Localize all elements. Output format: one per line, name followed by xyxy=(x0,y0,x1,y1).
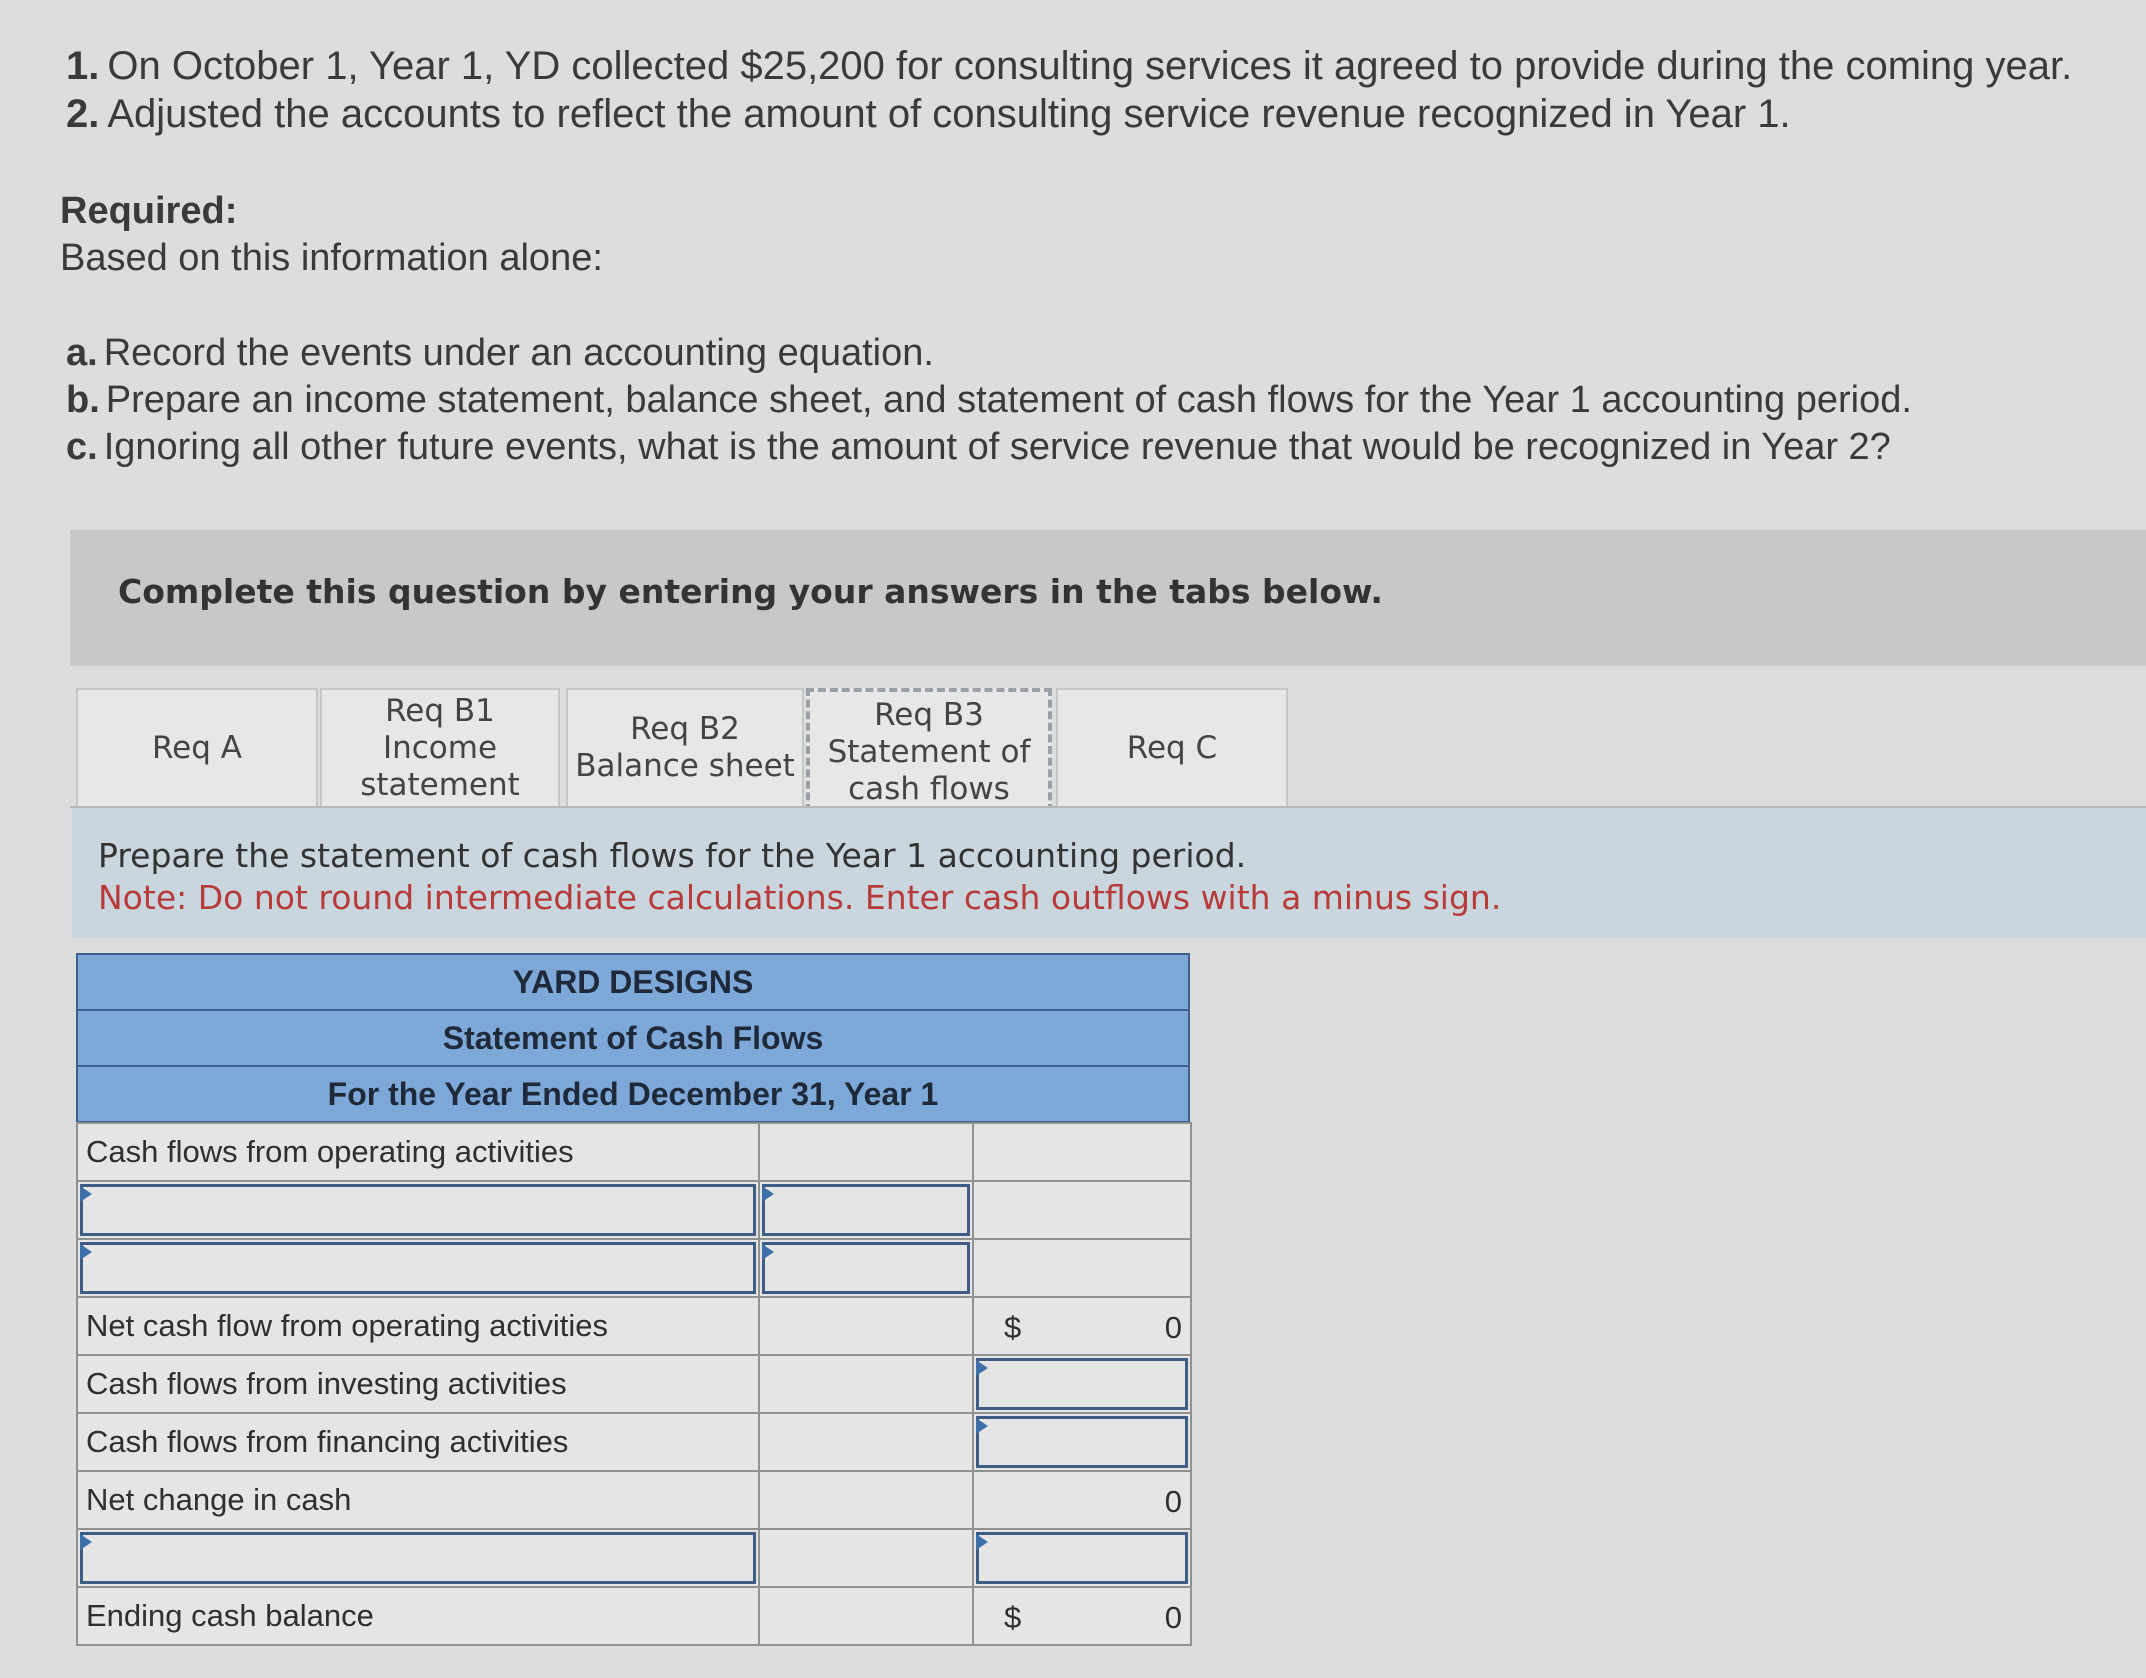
table-row xyxy=(77,1529,1191,1587)
empty-cell xyxy=(759,1529,973,1587)
required-heading: Required: xyxy=(60,190,238,232)
table-row xyxy=(77,1413,1191,1471)
net-operating-amount xyxy=(973,1297,1191,1355)
input-box[interactable] xyxy=(976,1416,1188,1468)
input-box[interactable] xyxy=(80,1184,756,1236)
currency-symbol: $ xyxy=(1004,1600,1022,1635)
instruction-panel xyxy=(72,808,2146,938)
input-box[interactable] xyxy=(80,1532,756,1584)
instruction-text: Prepare the statement of cash flows for the Year 1 accounting period. xyxy=(98,836,1247,875)
tab-req-a[interactable]: Req A xyxy=(76,688,318,808)
dropdown-marker-icon xyxy=(976,1418,988,1434)
requirement-letter: c. xyxy=(66,426,98,468)
amount-value: 0 xyxy=(1164,1310,1182,1345)
dropdown-marker-icon xyxy=(80,1534,92,1550)
statement-company: YARD DESIGNS xyxy=(76,953,1190,1011)
event-item-2 xyxy=(66,90,2072,138)
requirement-list xyxy=(66,330,1912,471)
table-row xyxy=(77,1239,1191,1297)
operating-item-2-amount-input[interactable] xyxy=(759,1239,973,1297)
amount-value: 0 xyxy=(1164,1600,1182,1635)
statement-title: Statement of Cash Flows xyxy=(76,1009,1190,1067)
operating-heading: Cash flows from operating activities xyxy=(77,1123,759,1181)
instruction-note: Note: Do not round intermediate calculations. Enter cash outflows with a minus sign. xyxy=(98,878,1502,917)
requirement-text: Record the events under an accounting equation. xyxy=(103,332,934,374)
dropdown-marker-icon xyxy=(762,1186,774,1202)
requirement-letter: a. xyxy=(66,332,98,374)
table-row xyxy=(77,1297,1191,1355)
beginning-cash-amount-input[interactable] xyxy=(973,1529,1191,1587)
financing-label: Cash flows from financing activities xyxy=(77,1413,759,1471)
tab-req-b3[interactable]: Req B3 Statement of cash flows xyxy=(806,688,1052,812)
table-row xyxy=(77,1355,1191,1413)
event-list xyxy=(66,42,2072,138)
instruction-banner xyxy=(70,530,2146,666)
cash-flow-statement xyxy=(76,955,1190,1646)
tab-req-b2[interactable]: Req B2 Balance sheet xyxy=(566,688,804,808)
input-box[interactable] xyxy=(976,1532,1188,1584)
input-box[interactable] xyxy=(976,1358,1188,1410)
dropdown-marker-icon xyxy=(762,1244,774,1260)
empty-cell xyxy=(759,1355,973,1413)
operating-item-1-label-input[interactable] xyxy=(77,1181,759,1239)
event-text: On October 1, Year 1, YD collected $25,200 for consulting services it agreed to provide during the coming year. xyxy=(107,44,2073,88)
table-row xyxy=(77,1123,1191,1181)
currency-symbol: $ xyxy=(1004,1310,1022,1345)
requirement-item-c xyxy=(66,424,1912,471)
net-operating-label: Net cash flow from operating activities xyxy=(77,1297,759,1355)
empty-cell xyxy=(973,1123,1191,1181)
empty-cell xyxy=(759,1413,973,1471)
input-box[interactable] xyxy=(80,1242,756,1294)
event-number: 1. xyxy=(66,44,100,88)
table-row xyxy=(77,1471,1191,1529)
investing-label: Cash flows from investing activities xyxy=(77,1355,759,1413)
investing-amount-input[interactable] xyxy=(973,1355,1191,1413)
table-row xyxy=(77,1181,1191,1239)
empty-cell xyxy=(759,1587,973,1645)
net-change-amount xyxy=(973,1471,1191,1529)
banner-text: Complete this question by entering your answers in the tabs below. xyxy=(118,572,1383,611)
requirement-item-a xyxy=(66,330,1912,377)
requirement-text: Prepare an income statement, balance sheet, and statement of cash flows for the Year 1 accounting period. xyxy=(105,379,1912,421)
empty-cell xyxy=(973,1239,1191,1297)
amount-value: 0 xyxy=(1164,1484,1182,1519)
statement-period: For the Year Ended December 31, Year 1 xyxy=(76,1065,1190,1123)
requirement-text: Ignoring all other future events, what is the amount of service revenue that would be recognized in Year 2? xyxy=(103,426,1891,468)
event-number: 2. xyxy=(66,92,100,136)
event-text: Adjusted the accounts to reflect the amount of consulting service revenue recognized in Year 1. xyxy=(107,92,1791,136)
dropdown-marker-icon xyxy=(80,1186,92,1202)
requirement-item-b xyxy=(66,377,1912,424)
ending-cash-label: Ending cash balance xyxy=(77,1587,759,1645)
required-subtitle: Based on this information alone: xyxy=(60,237,603,279)
net-change-label: Net change in cash xyxy=(77,1471,759,1529)
tab-req-b1[interactable]: Req B1 Income statement xyxy=(320,688,560,808)
ending-cash-amount xyxy=(973,1587,1191,1645)
tab-req-c[interactable]: Req C xyxy=(1056,688,1288,808)
requirement-letter: b. xyxy=(66,379,100,421)
event-item-1 xyxy=(66,42,2072,90)
input-box[interactable] xyxy=(762,1242,970,1294)
empty-cell xyxy=(759,1471,973,1529)
operating-item-1-amount-input[interactable] xyxy=(759,1181,973,1239)
dropdown-marker-icon xyxy=(80,1244,92,1260)
empty-cell xyxy=(973,1181,1191,1239)
empty-cell xyxy=(759,1297,973,1355)
dropdown-marker-icon xyxy=(976,1534,988,1550)
input-box[interactable] xyxy=(762,1184,970,1236)
beginning-cash-label-input[interactable] xyxy=(77,1529,759,1587)
operating-item-2-label-input[interactable] xyxy=(77,1239,759,1297)
empty-cell xyxy=(759,1123,973,1181)
statement-table xyxy=(76,1122,1192,1646)
financing-amount-input[interactable] xyxy=(973,1413,1191,1471)
dropdown-marker-icon xyxy=(976,1360,988,1376)
table-row xyxy=(77,1587,1191,1645)
